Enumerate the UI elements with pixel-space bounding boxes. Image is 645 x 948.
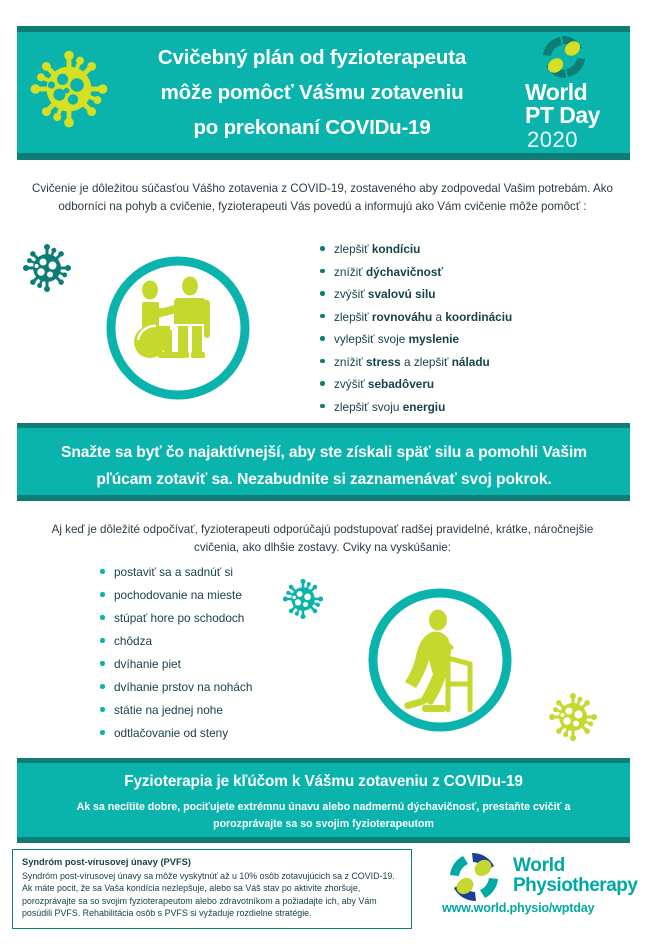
pvfs-body: Syndróm post-vírusovej únavy sa môže vyskytnúť až u 10% osôb zotavujúcich sa z COVID-19. Ak máte pocit, že sa Vaša kondícia nezlepšuje, alebo sa Váš stav po aktivite zhoršuje, porozprávajte sa so svojim fyzioterapeutom alebo zdravotníkom a požiadajte ich, aby Vám posúdili PVFS. Rehabilitácia osôb s PVFS si vyžaduje rozdielne stratégie. <box>22 871 395 919</box>
bullet-dot <box>320 381 325 386</box>
exercise-label: odtlačovanie od steny <box>114 726 229 740</box>
secondary-intro-paragraph: Aj keď je dôležité odpočívať, fyzioterapeuti odporúčajú podstupovať radšej pravidelné, krátke, náročnejšie cvičenia, ako dlhšie zostavy. Cviky na vyskúšanie: <box>51 523 594 554</box>
virus-icon-dark-teal <box>22 243 72 293</box>
world-physiotherapy-logo-mark <box>440 852 508 902</box>
bullet-dot <box>100 592 105 597</box>
bottom-banner-subtitle: Ak sa necítite dobre, pociťujete extrémnu únavu alebo nadmernú dýchavičnosť, prestaňte cvičiť a porozprávajte sa so svojim fyzioterapeutom <box>76 801 571 830</box>
bottom-banner <box>17 758 630 843</box>
bullet-dot <box>100 684 105 689</box>
pvfs-title: Syndróm post-vírusovej únavy (PVFS) <box>22 857 191 867</box>
wheelchair-patient-and-therapist-illustration <box>98 248 258 408</box>
middle-banner-text: Snažte sa byť čo najaktívnejší, aby ste získali späť silu a pomohli Vašim pľúcam zotaviť sa. Nezabudnite si zaznamenávať svoj pokrok. <box>61 444 587 488</box>
bullet-dot <box>320 269 325 274</box>
world-pt-day-ptday-text: PT Day <box>525 102 600 128</box>
benefit-text-3: zlepšiť rovnováhu a koordináciu <box>334 309 513 324</box>
list-item <box>100 703 350 717</box>
virus-icon-yellow-green <box>548 692 598 742</box>
world-physiotherapy-logo <box>437 852 637 924</box>
bullet-dot <box>320 336 325 341</box>
list-item <box>100 657 350 671</box>
benefit-text-0: zlepšiť kondíciu <box>334 242 421 256</box>
exercise-label: státie na jednej nohe <box>114 703 223 717</box>
list-item <box>100 680 350 694</box>
list-item <box>320 377 630 391</box>
list-item <box>320 400 630 414</box>
header-title-line-2: môže pomôcť Vášmu zotaveniu <box>160 81 464 104</box>
benefit-text-4: vylepšiť svoje myslenie <box>334 332 460 346</box>
list-item <box>320 287 630 301</box>
list-item <box>320 332 630 346</box>
header-banner <box>17 26 630 160</box>
list-item <box>320 265 630 279</box>
bottom-banner-title: Fyzioterapia je kľúčom k Vášmu zotaveniu z COVIDu-19 <box>124 773 523 790</box>
bullet-dot <box>100 707 105 712</box>
world-pt-day-world-text: World <box>525 79 588 105</box>
header-title-line-3: po prekonaní COVIDu-19 <box>193 116 431 139</box>
bullet-dot <box>320 246 325 251</box>
list-item <box>100 565 350 579</box>
benefit-text-5: znížiť stress a zlepšiť náladu <box>334 354 490 369</box>
list-item <box>100 634 350 648</box>
bullet-dot <box>320 359 325 364</box>
benefits-list <box>320 242 630 422</box>
world-pt-day-logo-mark <box>533 34 595 80</box>
exercise-label: chôdza <box>114 634 153 648</box>
bullet-dot <box>100 661 105 666</box>
benefit-text-1: znížiť dýchavičnosť <box>334 264 444 279</box>
exercise-label: postaviť sa a sadnúť si <box>114 565 234 579</box>
bullet-dot <box>100 615 105 620</box>
bullet-dot <box>100 569 105 574</box>
bullet-dot <box>100 638 105 643</box>
world-physiotherapy-world-text: World <box>513 855 565 876</box>
bullet-dot <box>320 404 325 409</box>
list-item <box>320 242 630 256</box>
bullet-dot <box>100 730 105 735</box>
pvfs-info-box <box>12 849 412 929</box>
list-item <box>320 355 630 369</box>
list-item <box>320 310 630 324</box>
world-physiotherapy-name-text: Physiotherapy <box>513 875 638 896</box>
exercise-label: dvíhanie piet <box>114 657 181 671</box>
middle-banner <box>17 423 630 501</box>
header-title-line-1: Cvičebný plán od fyzioterapeuta <box>157 46 467 69</box>
bullet-dot <box>320 291 325 296</box>
website-url[interactable]: www.world.physio/wptday <box>442 901 595 915</box>
bullet-dot <box>320 314 325 319</box>
exercise-label: dvíhanie prstov na nohách <box>114 680 253 694</box>
virus-icon-teal <box>282 578 324 620</box>
intro-paragraph: Cvičenie je dôležitou súčasťou Vášho zotavenia z COVID-19, zostaveného aby zodpovedal Vašim potrebám. Ako odborníci na pohyb a cvičenie, fyzioterapeuti Vás povedú a informujú ako Vám cvičenie môže pomôcť : <box>32 182 613 213</box>
world-pt-day-year-text: 2020 <box>527 127 578 152</box>
header-title <box>102 40 522 145</box>
exercise-label: stúpať hore po schodoch <box>114 611 245 625</box>
list-item <box>100 726 350 740</box>
world-pt-day-logo <box>519 34 624 159</box>
benefit-text-2: zvýšiť svalovú silu <box>334 287 436 301</box>
virus-icon <box>29 44 109 134</box>
person-with-walking-frame-illustration <box>360 580 520 740</box>
benefit-text-7: zlepšiť svoju energiu <box>334 399 446 414</box>
benefit-text-6: zvýšiť sebadôveru <box>334 377 435 391</box>
exercise-label: pochodovanie na mieste <box>114 588 242 602</box>
